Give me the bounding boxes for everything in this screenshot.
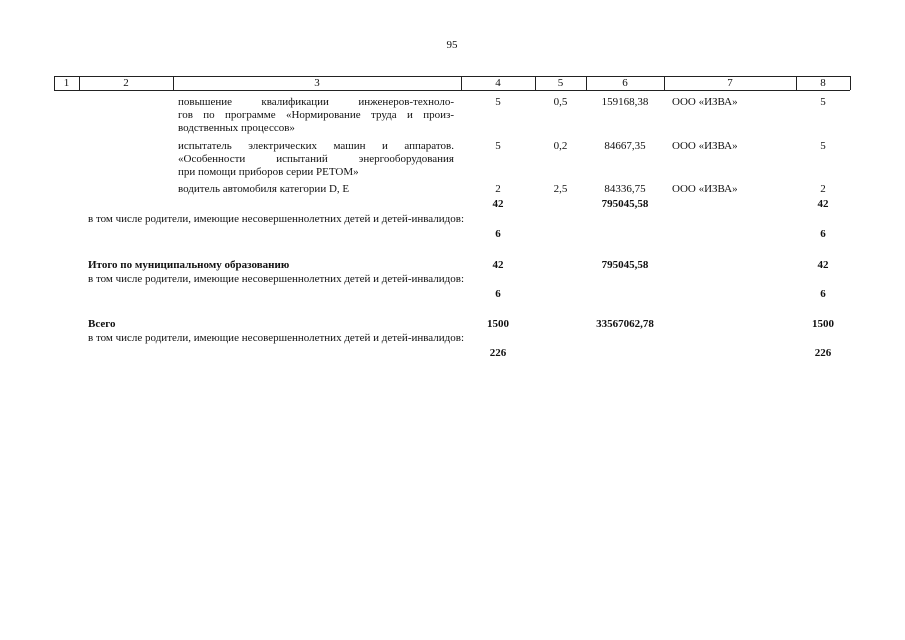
row-2-col-7: ООО «ИЗВА»	[672, 140, 738, 152]
row-2-desc-line-2: «Особенности испытаний энергооборудования	[178, 153, 454, 165]
subtotal-parents-label: в том числе родители, имеющие несовершеннолетних детей и детей-инвалидов:	[88, 213, 465, 225]
municipal-total-col-6: 795045,58	[601, 259, 649, 271]
row-2-col-4: 5	[495, 140, 501, 152]
header-col-3: 3	[314, 77, 320, 89]
subtotal-parents-col-8: 6	[820, 228, 826, 240]
subtotal-parents-col-4: 6	[495, 228, 501, 240]
col-divider	[850, 76, 851, 90]
subtotal-col-8: 42	[817, 198, 829, 210]
municipal-total-parents-label: в том числе родители, имеющие несовершеннолетних детей и детей-инвалидов:	[88, 273, 465, 285]
subtotal-col-6: 795045,58	[601, 198, 649, 210]
row-1-col-6: 159168,38	[601, 96, 649, 108]
municipal-total-col-8: 42	[817, 259, 829, 271]
row-3-col-7: ООО «ИЗВА»	[672, 183, 738, 195]
row-1-desc-line-2: гов по программе «Нормирование труда и произ-	[178, 109, 454, 121]
row-2-desc-line-3: при помощи приборов серии РЕТОМ»	[178, 166, 359, 178]
row-2-col-6: 84667,35	[604, 140, 646, 152]
row-2-col-5: 0,2	[553, 140, 568, 152]
row-2-desc-line-1: испытатель электрических машин и аппаратов.	[178, 140, 454, 152]
grand-total-parents-col-8: 226	[814, 347, 832, 359]
grand-total-col-4: 1500	[487, 318, 509, 330]
grand-total-parents-label: в том числе родители, имеющие несовершеннолетних детей и детей-инвалидов:	[88, 332, 465, 344]
grand-total-parents-col-4: 226	[489, 347, 507, 359]
header-col-6: 6	[622, 77, 628, 89]
row-1-desc-line-3: водственных процессов»	[178, 122, 295, 134]
grand-total-col-6: 33567062,78	[596, 318, 654, 330]
row-1-col-8: 5	[820, 96, 826, 108]
header-col-4: 4	[495, 77, 501, 89]
row-1-desc-line-1: повышение квалификации инженеров-техноло-	[178, 96, 454, 108]
row-3-col-8: 2	[820, 183, 826, 195]
row-3-col-5: 2,5	[553, 183, 568, 195]
grand-total-col-8: 1500	[812, 318, 834, 330]
page-number: 95	[446, 39, 458, 51]
row-1-col-7: ООО «ИЗВА»	[672, 96, 738, 108]
municipal-total-label: Итого по муниципальному образованию	[88, 259, 290, 271]
header-bottom-rule	[54, 90, 850, 91]
header-col-1: 1	[63, 77, 70, 89]
row-3-col-4: 2	[495, 183, 501, 195]
header-col-2: 2	[123, 77, 129, 89]
subtotal-col-4: 42	[492, 198, 504, 210]
row-1-col-5: 0,5	[553, 96, 568, 108]
row-3-col-6: 84336,75	[604, 183, 646, 195]
header-col-7: 7	[727, 77, 733, 89]
row-3-desc-line-1: водитель автомобиля категории D, E	[178, 183, 350, 195]
municipal-total-parents-col-8: 6	[820, 288, 826, 300]
grand-total-label: Всего	[88, 318, 116, 330]
municipal-total-col-4: 42	[492, 259, 504, 271]
row-2-col-8: 5	[820, 140, 826, 152]
municipal-total-parents-col-4: 6	[495, 288, 501, 300]
row-1-col-4: 5	[495, 96, 501, 108]
header-col-8: 8	[820, 77, 826, 89]
header-col-5: 5	[557, 77, 564, 89]
